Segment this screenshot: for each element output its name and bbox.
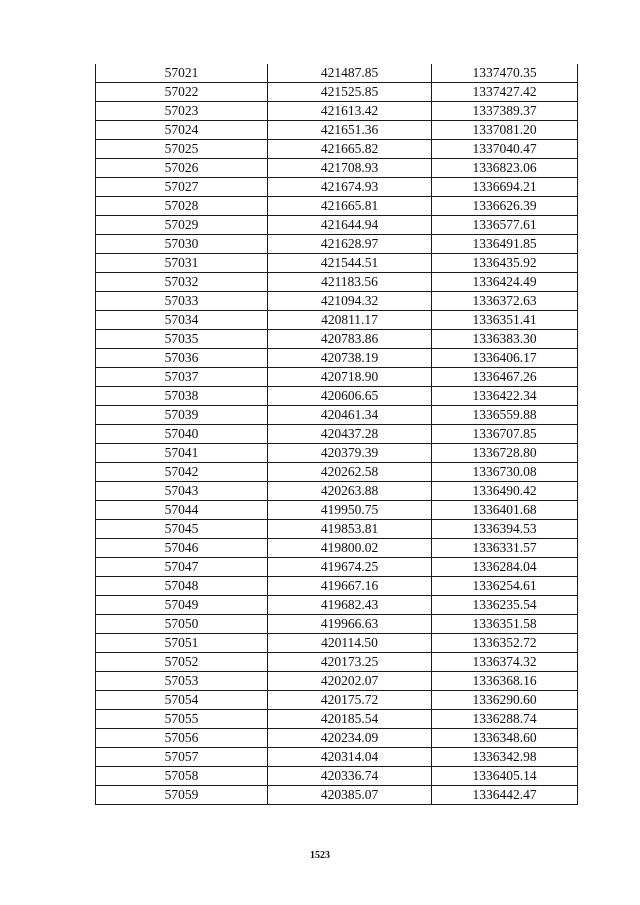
x-coordinate-cell: 420461.34	[268, 406, 432, 425]
table-row	[96, 672, 578, 691]
point-id-cell: 57027	[96, 178, 268, 197]
table-row	[96, 577, 578, 596]
table-row	[96, 539, 578, 558]
point-id-cell: 57038	[96, 387, 268, 406]
x-coordinate-cell: 419674.25	[268, 558, 432, 577]
y-coordinate-cell: 1336424.49	[432, 273, 578, 292]
x-coordinate-cell: 420336.74	[268, 767, 432, 786]
x-coordinate-cell: 421674.93	[268, 178, 432, 197]
y-coordinate-cell: 1336342.98	[432, 748, 578, 767]
x-coordinate-cell: 421665.82	[268, 140, 432, 159]
y-coordinate-cell: 1336383.30	[432, 330, 578, 349]
point-id-cell: 57043	[96, 482, 268, 501]
y-coordinate-cell: 1336559.88	[432, 406, 578, 425]
y-coordinate-cell: 1336730.08	[432, 463, 578, 482]
x-coordinate-cell: 420262.58	[268, 463, 432, 482]
point-id-cell: 57026	[96, 159, 268, 178]
x-coordinate-cell: 420175.72	[268, 691, 432, 710]
x-coordinate-cell: 421487.85	[268, 64, 432, 83]
y-coordinate-cell: 1336352.72	[432, 634, 578, 653]
table-row	[96, 786, 578, 805]
table-row	[96, 121, 578, 140]
page-number: 1523	[310, 850, 330, 861]
x-coordinate-cell: 420185.54	[268, 710, 432, 729]
point-id-cell: 57031	[96, 254, 268, 273]
y-coordinate-cell: 1336577.61	[432, 216, 578, 235]
point-id-cell: 57052	[96, 653, 268, 672]
table-row	[96, 729, 578, 748]
y-coordinate-cell: 1336288.74	[432, 710, 578, 729]
table-row	[96, 558, 578, 577]
table-row	[96, 501, 578, 520]
y-coordinate-cell: 1336284.04	[432, 558, 578, 577]
x-coordinate-cell: 421651.36	[268, 121, 432, 140]
table-row	[96, 634, 578, 653]
y-coordinate-cell: 1336694.21	[432, 178, 578, 197]
table-row	[96, 178, 578, 197]
y-coordinate-cell: 1336254.61	[432, 577, 578, 596]
x-coordinate-cell: 420385.07	[268, 786, 432, 805]
table-row	[96, 463, 578, 482]
x-coordinate-cell: 420173.25	[268, 653, 432, 672]
x-coordinate-cell: 420234.09	[268, 729, 432, 748]
y-coordinate-cell: 1336467.26	[432, 368, 578, 387]
y-coordinate-cell: 1337470.35	[432, 64, 578, 83]
point-id-cell: 57053	[96, 672, 268, 691]
table-row	[96, 330, 578, 349]
x-coordinate-cell: 420379.39	[268, 444, 432, 463]
table-row	[96, 368, 578, 387]
table-row	[96, 387, 578, 406]
table-row	[96, 767, 578, 786]
x-coordinate-cell: 421094.32	[268, 292, 432, 311]
x-coordinate-cell: 420606.65	[268, 387, 432, 406]
table-row	[96, 520, 578, 539]
x-coordinate-cell: 419667.16	[268, 577, 432, 596]
point-id-cell: 57032	[96, 273, 268, 292]
y-coordinate-cell: 1336401.68	[432, 501, 578, 520]
x-coordinate-cell: 421708.93	[268, 159, 432, 178]
point-id-cell: 57044	[96, 501, 268, 520]
y-coordinate-cell: 1336368.16	[432, 672, 578, 691]
table-row	[96, 83, 578, 102]
x-coordinate-cell: 419853.81	[268, 520, 432, 539]
table-row	[96, 691, 578, 710]
x-coordinate-cell: 420263.88	[268, 482, 432, 501]
y-coordinate-cell: 1337389.37	[432, 102, 578, 121]
x-coordinate-cell: 420437.28	[268, 425, 432, 444]
y-coordinate-cell: 1337040.47	[432, 140, 578, 159]
x-coordinate-cell: 420783.86	[268, 330, 432, 349]
y-coordinate-cell: 1337081.20	[432, 121, 578, 140]
y-coordinate-cell: 1336235.54	[432, 596, 578, 615]
point-id-cell: 57034	[96, 311, 268, 330]
table-row	[96, 140, 578, 159]
x-coordinate-cell: 420314.04	[268, 748, 432, 767]
y-coordinate-cell: 1336823.06	[432, 159, 578, 178]
point-id-cell: 57037	[96, 368, 268, 387]
table-row	[96, 292, 578, 311]
y-coordinate-cell: 1336372.63	[432, 292, 578, 311]
point-id-cell: 57036	[96, 349, 268, 368]
x-coordinate-cell: 419682.43	[268, 596, 432, 615]
table-row	[96, 216, 578, 235]
point-id-cell: 57045	[96, 520, 268, 539]
point-id-cell: 57042	[96, 463, 268, 482]
x-coordinate-cell: 421644.94	[268, 216, 432, 235]
y-coordinate-cell: 1336348.60	[432, 729, 578, 748]
y-coordinate-cell: 1336374.32	[432, 653, 578, 672]
y-coordinate-cell: 1336490.42	[432, 482, 578, 501]
point-id-cell: 57055	[96, 710, 268, 729]
table-row	[96, 64, 578, 83]
table-row	[96, 273, 578, 292]
table-row	[96, 406, 578, 425]
x-coordinate-cell: 421525.85	[268, 83, 432, 102]
point-id-cell: 57033	[96, 292, 268, 311]
point-id-cell: 57056	[96, 729, 268, 748]
x-coordinate-cell: 421183.56	[268, 273, 432, 292]
table-row	[96, 102, 578, 121]
point-id-cell: 57022	[96, 83, 268, 102]
point-id-cell: 57050	[96, 615, 268, 634]
y-coordinate-cell: 1336435.92	[432, 254, 578, 273]
table-row	[96, 425, 578, 444]
point-id-cell: 57057	[96, 748, 268, 767]
y-coordinate-cell: 1336351.58	[432, 615, 578, 634]
point-id-cell: 57049	[96, 596, 268, 615]
point-id-cell: 57040	[96, 425, 268, 444]
x-coordinate-cell: 420202.07	[268, 672, 432, 691]
x-coordinate-cell: 419966.63	[268, 615, 432, 634]
y-coordinate-cell: 1337427.42	[432, 83, 578, 102]
y-coordinate-cell: 1336626.39	[432, 197, 578, 216]
x-coordinate-cell: 419800.02	[268, 539, 432, 558]
point-id-cell: 57024	[96, 121, 268, 140]
point-id-cell: 57047	[96, 558, 268, 577]
table-row	[96, 444, 578, 463]
y-coordinate-cell: 1336491.85	[432, 235, 578, 254]
y-coordinate-cell: 1336406.17	[432, 349, 578, 368]
y-coordinate-cell: 1336728.80	[432, 444, 578, 463]
y-coordinate-cell: 1336405.14	[432, 767, 578, 786]
point-id-cell: 57046	[96, 539, 268, 558]
y-coordinate-cell: 1336351.41	[432, 311, 578, 330]
coordinates-table-body	[96, 64, 578, 805]
point-id-cell: 57029	[96, 216, 268, 235]
coordinates-table	[95, 64, 578, 805]
table-row	[96, 235, 578, 254]
y-coordinate-cell: 1336422.34	[432, 387, 578, 406]
point-id-cell: 57059	[96, 786, 268, 805]
x-coordinate-cell: 421665.81	[268, 197, 432, 216]
y-coordinate-cell: 1336331.57	[432, 539, 578, 558]
point-id-cell: 57035	[96, 330, 268, 349]
x-coordinate-cell: 420811.17	[268, 311, 432, 330]
table-row	[96, 159, 578, 178]
point-id-cell: 57028	[96, 197, 268, 216]
x-coordinate-cell: 419950.75	[268, 501, 432, 520]
point-id-cell: 57058	[96, 767, 268, 786]
x-coordinate-cell: 421544.51	[268, 254, 432, 273]
table-row	[96, 254, 578, 273]
table-row	[96, 615, 578, 634]
x-coordinate-cell: 421613.42	[268, 102, 432, 121]
table-row	[96, 748, 578, 767]
point-id-cell: 57025	[96, 140, 268, 159]
table-row	[96, 349, 578, 368]
table-row	[96, 311, 578, 330]
table-row	[96, 653, 578, 672]
point-id-cell: 57041	[96, 444, 268, 463]
point-id-cell: 57048	[96, 577, 268, 596]
x-coordinate-cell: 420738.19	[268, 349, 432, 368]
y-coordinate-cell: 1336290.60	[432, 691, 578, 710]
y-coordinate-cell: 1336707.85	[432, 425, 578, 444]
x-coordinate-cell: 421628.97	[268, 235, 432, 254]
point-id-cell: 57021	[96, 64, 268, 83]
point-id-cell: 57051	[96, 634, 268, 653]
y-coordinate-cell: 1336442.47	[432, 786, 578, 805]
point-id-cell: 57054	[96, 691, 268, 710]
point-id-cell: 57030	[96, 235, 268, 254]
x-coordinate-cell: 420114.50	[268, 634, 432, 653]
table-row	[96, 482, 578, 501]
table-row	[96, 197, 578, 216]
point-id-cell: 57039	[96, 406, 268, 425]
y-coordinate-cell: 1336394.53	[432, 520, 578, 539]
table-row	[96, 596, 578, 615]
point-id-cell: 57023	[96, 102, 268, 121]
table-row	[96, 710, 578, 729]
x-coordinate-cell: 420718.90	[268, 368, 432, 387]
